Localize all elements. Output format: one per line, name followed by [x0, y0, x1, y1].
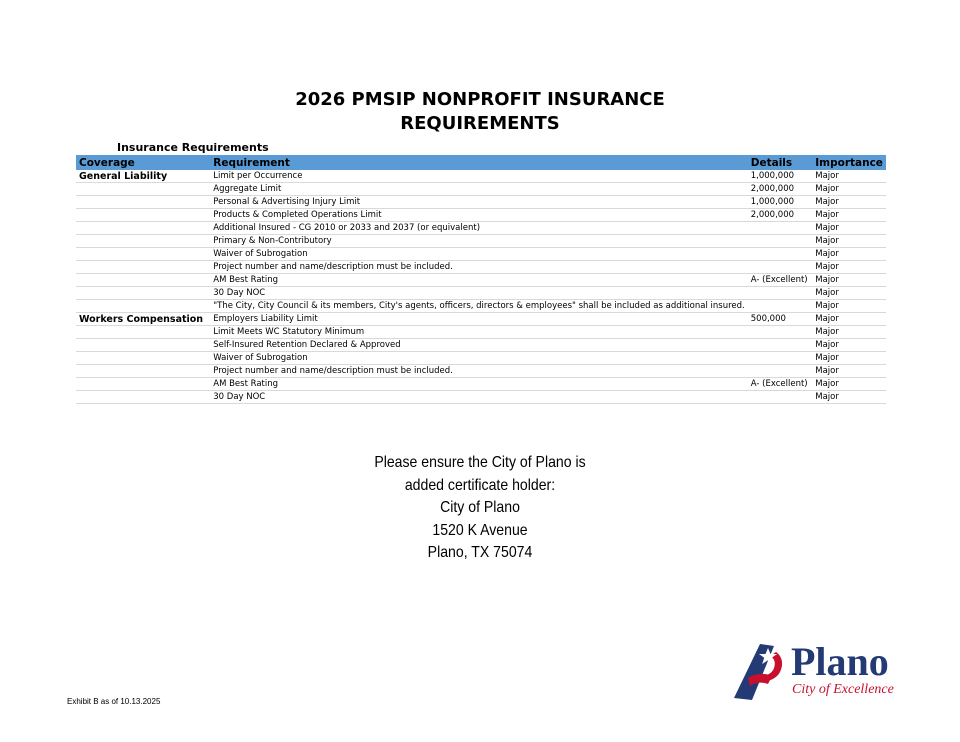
cell-requirement: Additional Insured - CG 2010 or 2033 and 2037 (or equivalent): [210, 222, 748, 235]
table-row: [76, 235, 886, 248]
cell-coverage: [76, 352, 210, 365]
table-row: [76, 261, 886, 274]
table-row: [76, 287, 886, 300]
cell-details: [748, 300, 813, 313]
cell-requirement: Aggregate Limit: [210, 183, 748, 196]
plano-star-flag-icon: [730, 642, 790, 702]
cell-details: [748, 391, 813, 404]
cell-details: [748, 339, 813, 352]
holder-line: Please ensure the City of Plano is: [374, 454, 586, 471]
cell-coverage: [76, 287, 210, 300]
table-body: [76, 170, 886, 404]
header-coverage: Coverage: [76, 155, 210, 170]
logo-wordmark: Plano: [791, 639, 889, 684]
cell-importance: Major: [812, 222, 886, 235]
title-line-2: REQUIREMENTS: [400, 113, 560, 134]
cell-details: [748, 352, 813, 365]
cell-requirement: Project number and name/description must be included.: [210, 261, 748, 274]
header-details: Details: [748, 155, 813, 170]
cell-details: 1,000,000: [748, 170, 813, 183]
cell-details: [748, 365, 813, 378]
table-row: [76, 378, 886, 391]
cell-coverage: [76, 261, 210, 274]
table-row: [76, 326, 886, 339]
cell-requirement: Employers Liability Limit: [210, 313, 748, 326]
cell-coverage: Workers Compensation: [76, 313, 210, 326]
cell-coverage: [76, 248, 210, 261]
cell-requirement: Personal & Advertising Injury Limit: [210, 196, 748, 209]
header-requirement: Requirement: [210, 155, 748, 170]
cell-importance: Major: [812, 287, 886, 300]
cell-coverage: [76, 300, 210, 313]
cell-requirement: AM Best Rating: [210, 274, 748, 287]
cell-coverage: [76, 196, 210, 209]
cell-details: [748, 222, 813, 235]
cell-coverage: [76, 326, 210, 339]
cell-importance: Major: [812, 365, 886, 378]
table-row: [76, 300, 886, 313]
cell-coverage: [76, 222, 210, 235]
cell-requirement: Project number and name/description must be included.: [210, 365, 748, 378]
cell-details: 500,000: [748, 313, 813, 326]
cell-importance: Major: [812, 248, 886, 261]
cell-requirement: Limit per Occurrence: [210, 170, 748, 183]
table-row: [76, 365, 886, 378]
cell-importance: Major: [812, 196, 886, 209]
cell-details: [748, 261, 813, 274]
holder-line: added certificate holder:: [404, 476, 556, 494]
table-row: [76, 170, 886, 183]
cell-requirement: AM Best Rating: [210, 378, 748, 391]
holder-line: 1520 K Avenue: [432, 521, 528, 539]
cell-coverage: [76, 378, 210, 391]
title-line-1: 2026 PMSIP NONPROFIT INSURANCE: [295, 89, 665, 110]
cell-importance: Major: [812, 235, 886, 248]
cell-details: [748, 287, 813, 300]
table-row: [76, 209, 886, 222]
cell-importance: Major: [812, 183, 886, 196]
cell-importance: Major: [812, 274, 886, 287]
cell-importance: Major: [812, 300, 886, 313]
table-row: [76, 391, 886, 404]
cell-importance: Major: [812, 313, 886, 326]
table-row: [76, 274, 886, 287]
cell-details: [748, 248, 813, 261]
holder-line: Plano, TX 75074: [427, 544, 533, 561]
cell-requirement: "The City, City Council & its members, City's agents, officers, directors & employees" shall be included as additional insured.: [210, 300, 748, 313]
document-title: [0, 88, 960, 136]
cell-requirement: 30 Day NOC: [210, 287, 748, 300]
cell-requirement: Products & Completed Operations Limit: [210, 209, 748, 222]
table-row: [76, 352, 886, 365]
table-row: [76, 339, 886, 352]
logo-tagline: City of Excellence: [792, 682, 894, 697]
cell-requirement: Limit Meets WC Statutory Minimum: [210, 326, 748, 339]
table-row: [76, 183, 886, 196]
cell-details: [748, 235, 813, 248]
cell-importance: Major: [812, 391, 886, 404]
cell-importance: Major: [812, 339, 886, 352]
cell-coverage: General Liability: [76, 170, 210, 183]
table-row: [76, 222, 886, 235]
cell-importance: Major: [812, 326, 886, 339]
header-importance: Importance: [812, 155, 886, 170]
cell-coverage: [76, 183, 210, 196]
cell-requirement: Waiver of Subrogation: [210, 248, 748, 261]
cell-coverage: [76, 209, 210, 222]
table-row: [76, 248, 886, 261]
table-caption: Insurance Requirements: [117, 141, 269, 154]
cell-details: 1,000,000: [748, 196, 813, 209]
cell-requirement: 30 Day NOC: [210, 391, 748, 404]
footer-exhibit-note: Exhibit B as of 10.13.2025: [67, 697, 161, 706]
cell-details: 2,000,000: [748, 209, 813, 222]
cell-importance: Major: [812, 170, 886, 183]
table-header-row: [76, 155, 886, 170]
plano-logo: [730, 640, 910, 704]
certificate-holder-notice: [58, 452, 903, 565]
cell-importance: Major: [812, 209, 886, 222]
cell-coverage: [76, 235, 210, 248]
cell-details: A- (Excellent): [748, 378, 813, 391]
cell-importance: Major: [812, 378, 886, 391]
holder-line: City of Plano: [440, 499, 520, 516]
cell-coverage: [76, 274, 210, 287]
cell-details: [748, 326, 813, 339]
cell-details: A- (Excellent): [748, 274, 813, 287]
cell-coverage: [76, 391, 210, 404]
table-row: [76, 313, 886, 326]
cell-requirement: Primary & Non-Contributory: [210, 235, 748, 248]
insurance-requirements-table: [76, 155, 886, 404]
table-row: [76, 196, 886, 209]
cell-requirement: Waiver of Subrogation: [210, 352, 748, 365]
cell-coverage: [76, 339, 210, 352]
cell-importance: Major: [812, 261, 886, 274]
cell-requirement: Self-Insured Retention Declared & Approved: [210, 339, 748, 352]
cell-coverage: [76, 365, 210, 378]
cell-details: 2,000,000: [748, 183, 813, 196]
cell-importance: Major: [812, 352, 886, 365]
